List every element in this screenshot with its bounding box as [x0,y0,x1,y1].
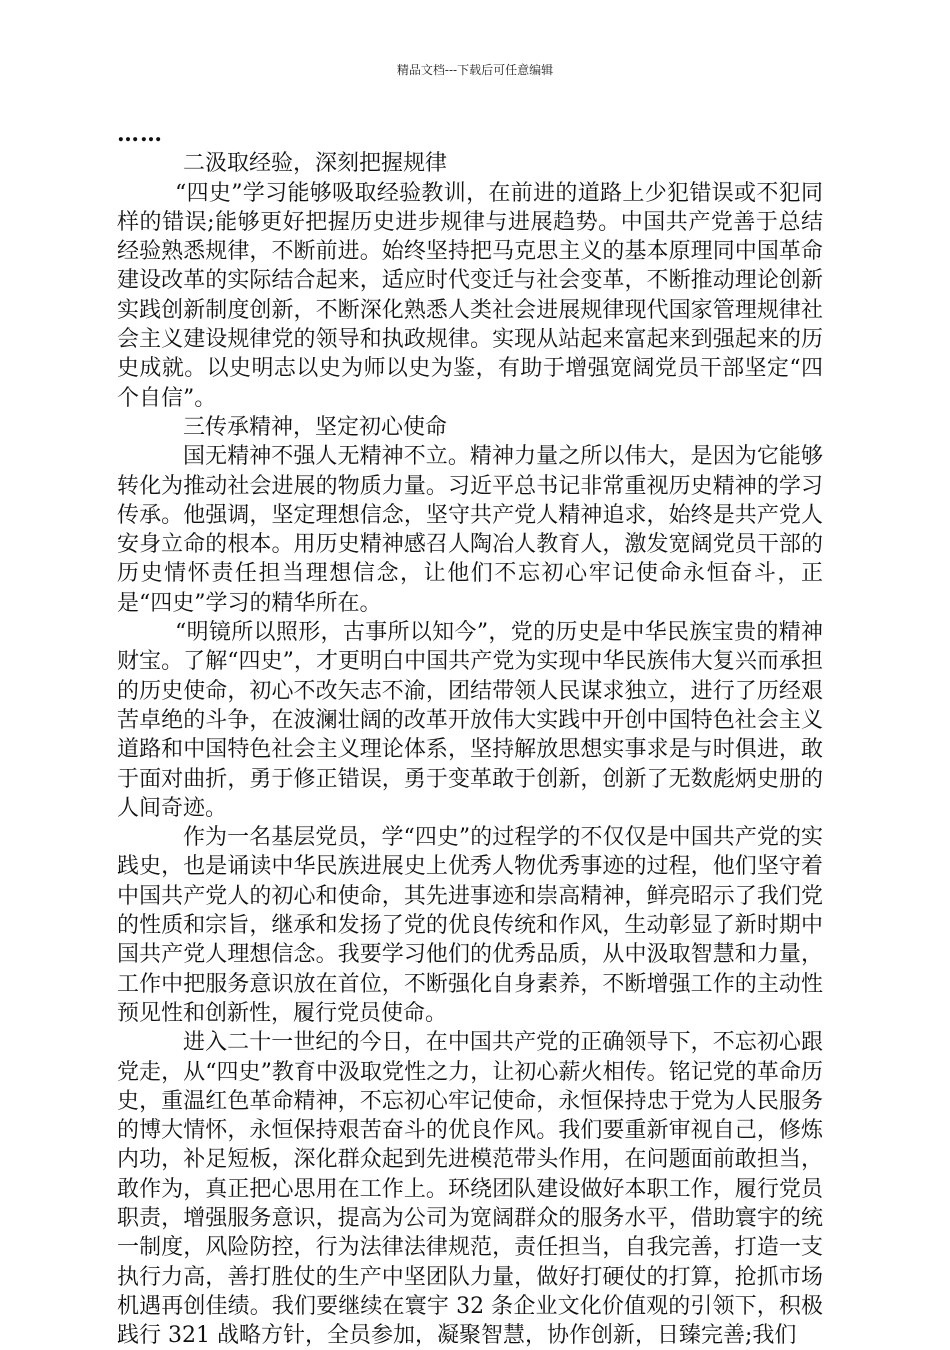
page-header: 精品文档---下载后可任意编辑 [396,63,554,77]
section-heading-3: 三传承精神，坚定初心使命 [183,414,448,440]
paragraph-new-century: 进入二十一世纪的今日，在中国共产党的正确领导下，不忘初心跟党走，从“四史”教育中汲取党性之力，让初心薪火相传。铭记党的革命历史，重温红色革命精神，不忘初心牢记使命，永恒保持忠于党为人民服务的博大情怀，永恒保持艰苦奋斗的优良作风。我们要重新审视自己，修炼内功，补足短板，深化群众起到先进模范带头作用，在问题面前敢担当，敢作为，真正把心思用在工作上。环绕团队建设做好本职工作，履行党员职责，增强服务意识，提高为公司为宽阔群众的服务水平，借助寰宇的统一制度，风险防控，行为法律法律规范，责任担当，自我完善，打造一支执行力高，善打胜仗的生产中坚团队力量，做好打硬仗的打算，抢抓市场机遇再创佳绩。我们要继续在寰宇 32 条企业文化价值观的引领下，积极践行 321 战略方针，全员参加，凝聚智慧，协作创新，日臻完善;我们 [117,1030,823,1349]
paragraph-spirit: 国无精神不强人无精神不立。精神力量之所以伟大，是因为它能够转化为推动社会进展的物质力量。习近平总书记非常重视历史精神的学习传承。他强调，坚定理想信念，坚守共产党人精神追求，始终是共产党人安身立命的根本。用历史精神感召人陶冶人教育人，激发宽阔党员干部的历史情怀责任担当理想信念，让他们不忘初心牢记使命永恒奋斗，正是“四史”学习的精华所在。 [117,444,823,616]
document-body [117,120,823,1350]
section-heading-2: 二汲取经验，深刻把握规律 [183,151,448,177]
paragraph-learn-experience: “四史”学习能够吸取经验教训，在前进的道路上少犯错误或不犯同样的错误;能够更好把握历史进步规律与进展趋势。中国共产党善于总结经验熟悉规律，不断前进。始终坚持把马克思主义的基本原理同中国革命建设改革的实际结合起来，适应时代变迁与社会变革，不断推动理论创新实践创新制度创新，不断深化熟悉人类社会进展规律现代国家管理规律社会主义建设规律党的领导和执政规律。实现从站起来富起来到强起来的历史成就。以史明志以史为师以史为鉴，有助于增强宽阔党员干部坚定“四个自信”。 [117,180,823,411]
ellipsis-marker: …… [117,121,163,147]
paragraph-grassroots-member: 作为一名基层党员，学“四史”的过程学的不仅仅是中国共产党的实践史，也是诵读中华民族进展史上优秀人物优秀事迹的过程，他们坚守着中国共产党人的初心和使命，其先进事迹和崇高精神，鲜亮昭示了我们党的性质和宗旨，继承和发扬了党的优良传统和作风，生动彰显了新时期中国共产党人理想信念。我要学习他们的优秀品质，从中汲取智慧和力量，工作中把服务意识放在首位，不断强化自身素养，不断增强工作的主动性预见性和创新性，履行党员使命。 [117,825,823,1026]
paragraph-mirror-quote: “明镜所以照形，古事所以知今”，党的历史是中华民族宝贵的精神财宝。了解“四史”，才更明白中国共产党为实现中华民族伟大复兴而承担的历史使命，初心不改矢志不渝，团结带领人民谋求独立，进行了历经艰苦卓绝的斗争，在波澜壮阔的改革开放伟大实践中开创中国特色社会主义道路和中国特色社会主义理论体系，坚持解放思想实事求是与时俱进，敢于面对曲折，勇于修正错误，勇于变革敢于创新，创新了无数彪炳史册的人间奇迹。 [117,620,823,821]
